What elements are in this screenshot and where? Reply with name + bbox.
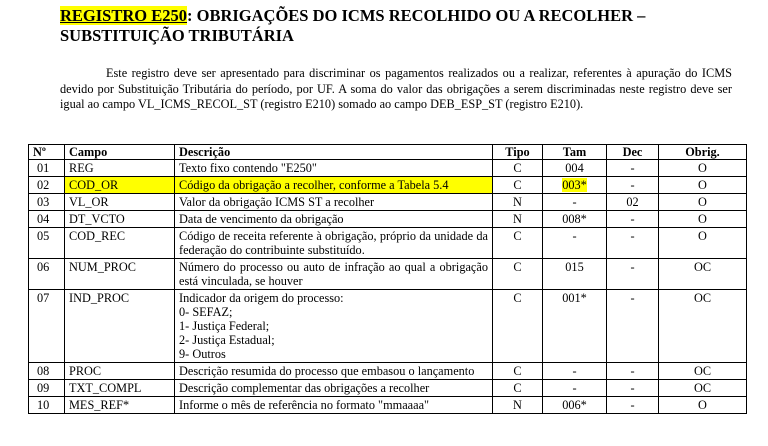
title-line1: : OBRIGAÇÕES DO ICMS RECOLHIDO OU A RECOLHER – bbox=[187, 6, 646, 25]
desc-line: 1- Justiça Federal; bbox=[179, 319, 270, 333]
cell-num: 09 bbox=[29, 380, 65, 397]
section-title bbox=[60, 6, 750, 46]
table-row bbox=[29, 363, 747, 380]
desc-line: 9- Outros bbox=[179, 347, 226, 361]
cell-tam: 006* bbox=[543, 397, 607, 414]
cell-dec: - bbox=[607, 259, 659, 290]
cell-campo: COD_OR bbox=[65, 177, 175, 194]
header-num: Nº bbox=[29, 145, 65, 160]
cell-tipo: C bbox=[493, 259, 543, 290]
cell-num: 10 bbox=[29, 397, 65, 414]
cell-dec: 02 bbox=[607, 194, 659, 211]
cell-campo: NUM_PROC bbox=[65, 259, 175, 290]
cell-campo: VL_OR bbox=[65, 194, 175, 211]
cell-num: 02 bbox=[29, 177, 65, 194]
cell-tam: - bbox=[543, 194, 607, 211]
cell-tipo: C bbox=[493, 363, 543, 380]
table-row bbox=[29, 228, 747, 259]
cell-tam: 008* bbox=[543, 211, 607, 228]
cell-tam: - bbox=[543, 380, 607, 397]
cell-tipo: C bbox=[493, 290, 543, 363]
cell-obrig: O bbox=[659, 160, 747, 177]
cell-tam: 001* bbox=[543, 290, 607, 363]
cell-obrig: O bbox=[659, 194, 747, 211]
cell-tipo: N bbox=[493, 211, 543, 228]
cell-descricao: Valor da obrigação ICMS ST a recolher bbox=[175, 194, 493, 211]
cell-obrig: O bbox=[659, 397, 747, 414]
cell-descricao: Número do processo ou auto de infração ao qual a obrigação está vinculada, se houver bbox=[175, 259, 493, 290]
cell-descricao: Informe o mês de referência no formato "mmaaaa" bbox=[175, 397, 493, 414]
table-header-row bbox=[29, 145, 747, 160]
cell-descricao bbox=[175, 290, 493, 363]
cell-num: 04 bbox=[29, 211, 65, 228]
title-highlight: REGISTRO E250 bbox=[60, 6, 187, 25]
cell-obrig: OC bbox=[659, 363, 747, 380]
cell-descricao: Código de receita referente à obrigação, próprio da unidade da federação do contribuinte substituído. bbox=[175, 228, 493, 259]
cell-obrig: O bbox=[659, 177, 747, 194]
tam-highlight: 003* bbox=[562, 178, 587, 192]
header-dec: Dec bbox=[607, 145, 659, 160]
cell-tam: - bbox=[543, 363, 607, 380]
cell-dec: - bbox=[607, 363, 659, 380]
cell-tipo: C bbox=[493, 177, 543, 194]
cell-campo: COD_REC bbox=[65, 228, 175, 259]
table-row bbox=[29, 290, 747, 363]
cell-obrig: OC bbox=[659, 259, 747, 290]
cell-dec: - bbox=[607, 380, 659, 397]
cell-campo: REG bbox=[65, 160, 175, 177]
cell-dec: - bbox=[607, 211, 659, 228]
table-row bbox=[29, 211, 747, 228]
cell-dec: - bbox=[607, 290, 659, 363]
cell-dec: - bbox=[607, 397, 659, 414]
cell-campo: MES_REF* bbox=[65, 397, 175, 414]
cell-campo: TXT_COMPL bbox=[65, 380, 175, 397]
cell-obrig: OC bbox=[659, 380, 747, 397]
table-row bbox=[29, 194, 747, 211]
cell-descricao: Texto fixo contendo "E250" bbox=[175, 160, 493, 177]
cell-num: 07 bbox=[29, 290, 65, 363]
cell-tipo: C bbox=[493, 160, 543, 177]
header-tam: Tam bbox=[543, 145, 607, 160]
cell-descricao: Descrição complementar das obrigações a recolher bbox=[175, 380, 493, 397]
cell-tipo: N bbox=[493, 194, 543, 211]
cell-tipo: C bbox=[493, 380, 543, 397]
cell-tam: - bbox=[543, 228, 607, 259]
cell-num: 08 bbox=[29, 363, 65, 380]
cell-dec: - bbox=[607, 228, 659, 259]
cell-tam: 015 bbox=[543, 259, 607, 290]
table-row bbox=[29, 380, 747, 397]
cell-descricao: Data de vencimento da obrigação bbox=[175, 211, 493, 228]
cell-descricao: Descrição resumida do processo que embasou o lançamento bbox=[175, 363, 493, 380]
desc-line: 2- Justiça Estadual; bbox=[179, 333, 275, 347]
cell-tam: 004 bbox=[543, 160, 607, 177]
cell-campo: DT_VCTO bbox=[65, 211, 175, 228]
header-descricao: Descrição bbox=[175, 145, 493, 160]
desc-line: Indicador da origem do processo: bbox=[179, 291, 344, 305]
cell-tipo: N bbox=[493, 397, 543, 414]
table-row-highlighted bbox=[29, 177, 747, 194]
cell-num: 06 bbox=[29, 259, 65, 290]
cell-num: 03 bbox=[29, 194, 65, 211]
header-obrig: Obrig. bbox=[659, 145, 747, 160]
cell-tam bbox=[543, 177, 607, 194]
cell-obrig: O bbox=[659, 211, 747, 228]
header-campo: Campo bbox=[65, 145, 175, 160]
cell-campo: PROC bbox=[65, 363, 175, 380]
cell-obrig: OC bbox=[659, 290, 747, 363]
cell-num: 01 bbox=[29, 160, 65, 177]
cell-tipo: C bbox=[493, 228, 543, 259]
cell-obrig: O bbox=[659, 228, 747, 259]
table-row bbox=[29, 259, 747, 290]
desc-line: 0- SEFAZ; bbox=[179, 305, 233, 319]
fields-table bbox=[28, 144, 747, 414]
table-row bbox=[29, 397, 747, 414]
header-tipo: Tipo bbox=[493, 145, 543, 160]
title-line2: SUBSTITUIÇÃO TRIBUTÁRIA bbox=[60, 26, 294, 45]
cell-dec: - bbox=[607, 160, 659, 177]
cell-campo: IND_PROC bbox=[65, 290, 175, 363]
cell-num: 05 bbox=[29, 228, 65, 259]
table-row bbox=[29, 160, 747, 177]
cell-descricao: Código da obrigação a recolher, conforme a Tabela 5.4 bbox=[175, 177, 493, 194]
intro-paragraph: Este registro deve ser apresentado para discriminar os pagamentos realizados ou a realizar, referentes à apuração do ICMS devido por Substituição Tributária do período, por UF. A soma do valor das obrigações a serem discriminadas neste registro deve ser igual ao campo VL_ICMS_RECOL_ST (registro E210) somado ao campo DEB_ESP_ST (registro E210). bbox=[60, 66, 732, 111]
cell-dec: - bbox=[607, 177, 659, 194]
